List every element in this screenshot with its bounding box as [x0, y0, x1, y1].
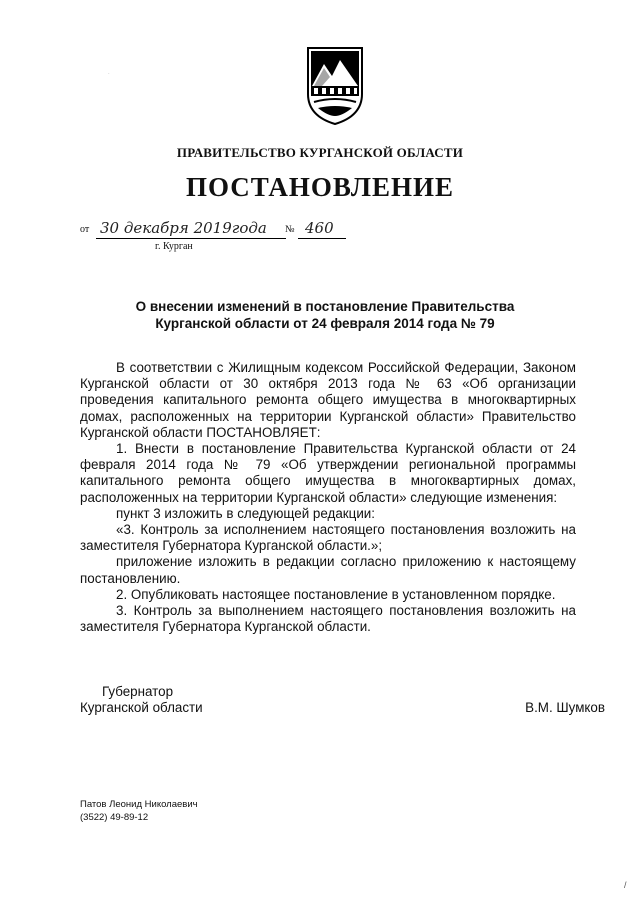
- paragraph-item-1-sub-1: пункт 3 изложить в следующей редакции:: [116, 505, 375, 521]
- date-number-line: [80, 218, 380, 258]
- paragraph-preamble: В соответствии с Жилищным кодексом Российской Федерации, Законом Курганской области от 30 октября 2013 года № 63 «Об организации проведения капитального ремонта общего имущества в многоквартирных домах, расположенных на территории Курганской области» Правительство Курганской области ПОСТАНОВЛЯЕТ:: [80, 360, 576, 440]
- handwritten-date: 30 декабря 2019года: [100, 219, 267, 237]
- signature-title-line-1: Губернатор: [102, 684, 174, 699]
- heading-line-1: О внесении изменений в постановление Правительства: [135, 299, 515, 314]
- document-body: [80, 360, 576, 635]
- city-label: г. Курган: [155, 241, 193, 252]
- executor-phone: (3522) 49-89-12: [80, 812, 149, 823]
- date-underline: [96, 238, 286, 239]
- document-type: ПОСТАНОВЛЕНИЕ: [185, 172, 455, 202]
- paragraph-item-2: 2. Опубликовать настоящее постановление в установленном порядке.: [116, 586, 556, 602]
- handwritten-number: 460: [305, 219, 334, 237]
- date-prefix: от: [80, 224, 90, 235]
- signature-title: [80, 684, 203, 716]
- paragraph-item-1-sub-2: приложение изложить в редакции согласно приложению к настоящему постановлению.: [80, 554, 576, 586]
- scan-artifact: .: [108, 70, 110, 76]
- signature-name: В.М. Шумков: [525, 700, 605, 715]
- number-underline: [298, 238, 346, 239]
- organization-name: ПРАВИТЕЛЬСТВО КУРГАНСКОЙ ОБЛАСТИ: [176, 145, 464, 160]
- scan-artifact-corner: /: [624, 880, 627, 890]
- paragraph-item-3: 3. Контроль за выполнением настоящего постановления возложить на заместителя Губернатора Курганской области.: [80, 603, 576, 635]
- document-heading: [80, 298, 570, 332]
- paragraph-item-1: 1. Внести в постановление Правительства Курганской области от 24 февраля 2014 года № 79 «Об утверждении региональной программы капитального ремонта общего имущества в многоквартирных домах, расположенных на территории Курганской области» следующие изменения:: [80, 441, 576, 505]
- heading-line-2: Курганской области от 24 февраля 2014 года № 79: [155, 316, 495, 331]
- number-prefix: №: [285, 224, 295, 235]
- signature-title-line-2: Курганской области: [80, 700, 203, 716]
- paragraph-item-1-quote: «3. Контроль за исполнением настоящего постановления возложить на заместителя Губернатора Курганской области.»;: [80, 522, 576, 554]
- coat-of-arms-icon: [302, 44, 368, 128]
- executor-name: Патов Леонид Николаевич: [80, 799, 198, 810]
- executor-info: [80, 798, 198, 824]
